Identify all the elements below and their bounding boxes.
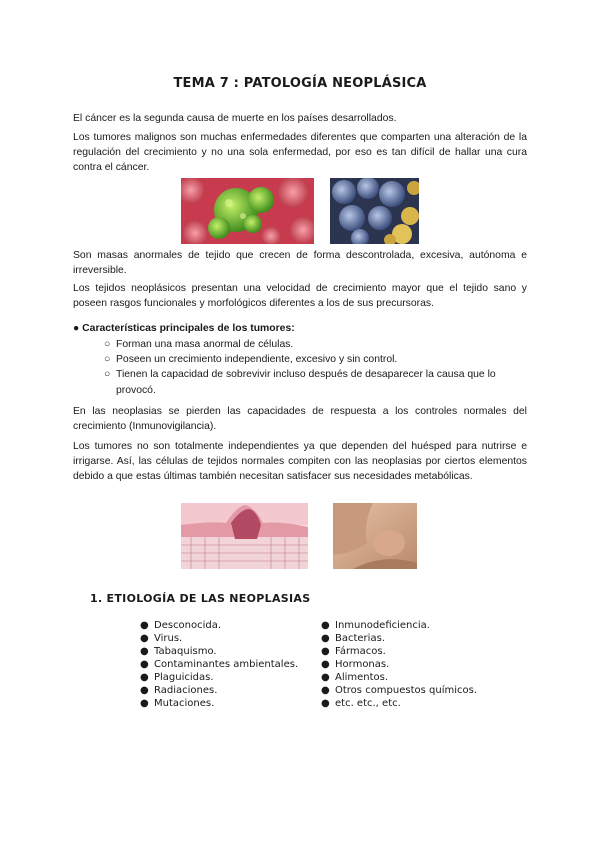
list-item: ● Bacterias. <box>321 633 385 644</box>
neck-tumor-photo-illustration <box>333 503 417 569</box>
paragraph-intro: El cáncer es la segunda causa de muerte en los países desarrollados. <box>73 113 397 124</box>
paragraph-immunosurveillance: En las neoplasias se pierden las capacidades de respuesta a los controles normales del crecimiento (Inmunovigilancia). <box>73 406 527 433</box>
page-title: TEMA 7 : PATOLOGÍA NEOPLÁSICA <box>173 76 427 91</box>
list-item: ● Plaguicidas. <box>140 672 214 683</box>
list-item: ● Fármacos. <box>321 646 386 657</box>
list-item: ○ Forman una masa anormal de células. <box>104 337 524 352</box>
section-title-etiology: 1. ETIOLOGÍA DE LAS NEOPLASIAS <box>90 592 311 605</box>
bullet-icon: ● <box>321 620 330 631</box>
bullet-icon: ● <box>140 620 149 631</box>
neck-tumor-image <box>333 503 417 569</box>
characteristics-heading: ● Características principales de los tumores: <box>73 323 295 334</box>
bullet-icon: ● <box>321 659 330 670</box>
list-item: ● Virus. <box>140 633 183 644</box>
list-item: ● Mutaciones. <box>140 698 215 709</box>
etiology-list-left <box>140 619 298 710</box>
list-item: ● Tabaquismo. <box>140 646 217 657</box>
paragraph-growth: Los tejidos neoplásicos presentan una velocidad de crecimiento mayor que el tejido sano y poseen rasgos funcionales y morfológicos diferentes a los de sus precursoras. <box>73 283 527 310</box>
bullet-icon: ● <box>140 698 149 709</box>
characteristics-list <box>104 337 524 398</box>
bullet-icon: ● <box>140 659 149 670</box>
circle-bullet-icon: ○ <box>104 354 111 366</box>
bullet-icon: ● <box>321 685 330 696</box>
circle-bullet-icon: ○ <box>104 369 111 381</box>
list-item: ● Contaminantes ambientales. <box>140 659 299 670</box>
bullet-icon: ● <box>321 646 330 657</box>
bullet-icon: ● <box>321 633 330 644</box>
tumor-cells-image <box>330 178 419 244</box>
cancer-cells-image <box>181 178 314 244</box>
bullet-icon: ● <box>321 698 330 709</box>
skin-tissue-image <box>181 503 308 569</box>
paragraph-definition: Son masas anormales de tejido que crecen de forma descontrolada, excesiva, autónoma e irreversible. <box>73 250 527 277</box>
bullet-icon: ● <box>140 672 149 683</box>
bullet-icon: ● <box>73 323 80 334</box>
list-item: ● Desconocida. <box>140 620 222 631</box>
bullet-icon: ● <box>140 646 149 657</box>
list-item: ○ Poseen un crecimiento independiente, excesivo y sin control. <box>104 352 524 367</box>
list-item: ● Inmunodeficiencia. <box>321 620 430 631</box>
list-item: ● Hormonas. <box>321 659 390 670</box>
skin-tissue-illustration <box>181 503 308 569</box>
paragraph-host-dependence: Los tumores no son totalmente independientes ya que dependen del huésped para nutrirse e irrigarse. Así, las células de tejidos normales compiten con las neoplasias por ciertos elementos debido a que estas últimas también necesitan satisfacer sus necesidades metabólicas. <box>73 441 527 483</box>
cancer-cells-illustration <box>181 178 314 244</box>
bullet-icon: ● <box>140 633 149 644</box>
etiology-list-right <box>321 619 477 710</box>
paragraph-malignant: Los tumores malignos son muchas enfermedades diferentes que comparten una alteración de la regulación del crecimiento y no una sola enfermedad, por eso es tan difícil de hallar una cura contra el cáncer. <box>73 132 527 174</box>
bullet-icon: ● <box>140 685 149 696</box>
list-item: ○ Tienen la capacidad de sobrevivir incluso después de desaparecer la causa que lo provocó. <box>104 369 496 396</box>
bullet-icon: ● <box>321 672 330 683</box>
list-item: ● Otros compuestos químicos. <box>321 685 478 696</box>
list-item: ● Radiaciones. <box>140 685 218 696</box>
circle-bullet-icon: ○ <box>104 339 111 350</box>
tumor-cells-illustration <box>330 178 419 244</box>
list-item: ● Alimentos. <box>321 672 389 683</box>
list-item: ● etc. etc., etc. <box>321 698 401 709</box>
